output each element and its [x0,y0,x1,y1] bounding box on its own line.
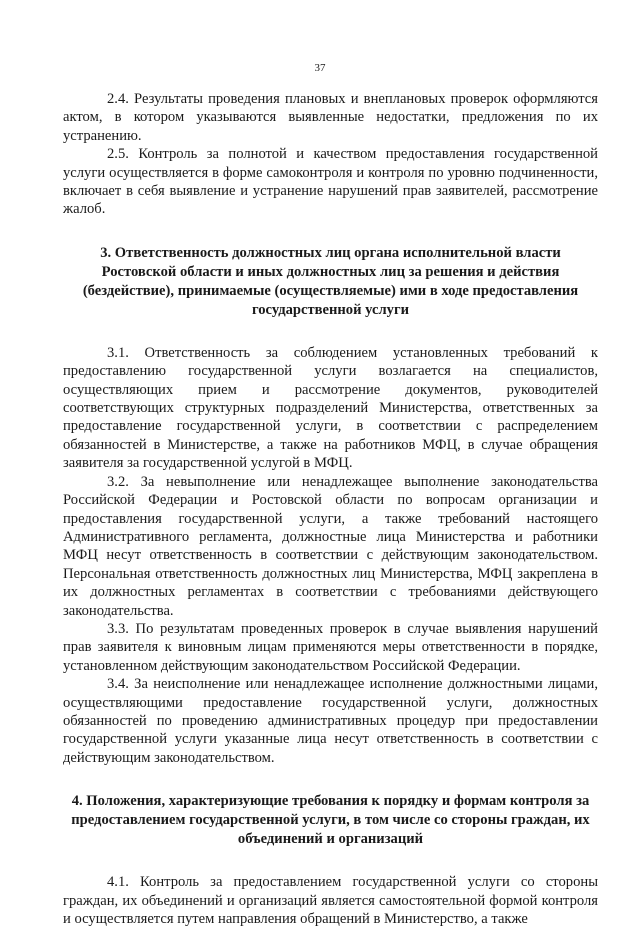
paragraph-4-1: 4.1. Контроль за предоставлением государственной услуги со стороны граждан, их объединений и организаций является самостоятельной формой контроля и осуществляется путем направления обращений в Министерство, а также [63,874,598,927]
paragraph-2-5: 2.5. Контроль за полнотой и качеством предоставления государственной услуги осуществляется в форме самоконтроля и контроля по уровню подчиненности, включает в себя выявление и устранение нарушений прав заявителей, рассмотрение жалоб. [63,146,598,218]
page-content [63,90,598,928]
paragraph-3-4: 3.4. За неисполнение или ненадлежащее исполнение должностными лицами, осуществляющими предоставление государственной услуги, должностных обязанностей по проведению административных процедур при предоставлении государственной услуги указанные лица несут ответственность в соответствии с действующим законодательством. [63,676,598,766]
paragraph-3-3: 3.3. По результатам проведенных проверок в случае выявления нарушений прав заявителя к виновным лицам применяются меры ответственности в порядке, установленном действующим законодательством Российской Федерации. [63,620,598,674]
paragraph-2-4: 2.4. Результаты проведения плановых и внеплановых проверок оформляются актом, в котором указываются выявленные недостатки, предложения по их устранению. [63,91,598,144]
spacer [63,320,598,344]
spacer [63,219,598,244]
section-4-heading: 4. Положения, характеризующие требования к порядку и формам контроля за предоставлением государственной услуги, в том числе со стороны граждан, их объединений и организаций [71,793,590,848]
paragraph-3-2: 3.2. За невыполнение или ненадлежащее выполнение законодательства Российской Федерации и Ростовской области по вопросам организации и предоставления государственной услуги, а также требований настоящего Административного регламента, должностные лица Министерства и работники МФЦ несут ответственность в соответствии с действующим законодательством. Персональная ответственность должностных лиц Министерства, МФЦ закреплена в их должностных регламентах в соответствии с требованиями действующего законодательства. [63,473,598,619]
spacer [63,849,598,873]
page-number: 37 [314,62,326,74]
spacer [63,767,598,792]
section-3-heading: 3. Ответственность должностных лиц органа исполнительной власти Ростовской области и иных должностных лиц за решения и действия (бездействие), принимаемые (осуществляемые) ими в ходе предоставления государственной услуги [82,244,579,318]
paragraph-3-1: 3.1. Ответственность за соблюдением установленных требований к предоставлению государственной услуги возлагается на специалистов, осуществляющих прием и рассмотрение документов, руководителей соответствующих структурных подразделений Министерства, ответственных за предоставление государственной услуги, в соответствии с распределением обязанностей в Министерстве, а также на работников МФЦ, в случае обращения заявителя за государственной услугой в МФЦ. [63,344,598,472]
